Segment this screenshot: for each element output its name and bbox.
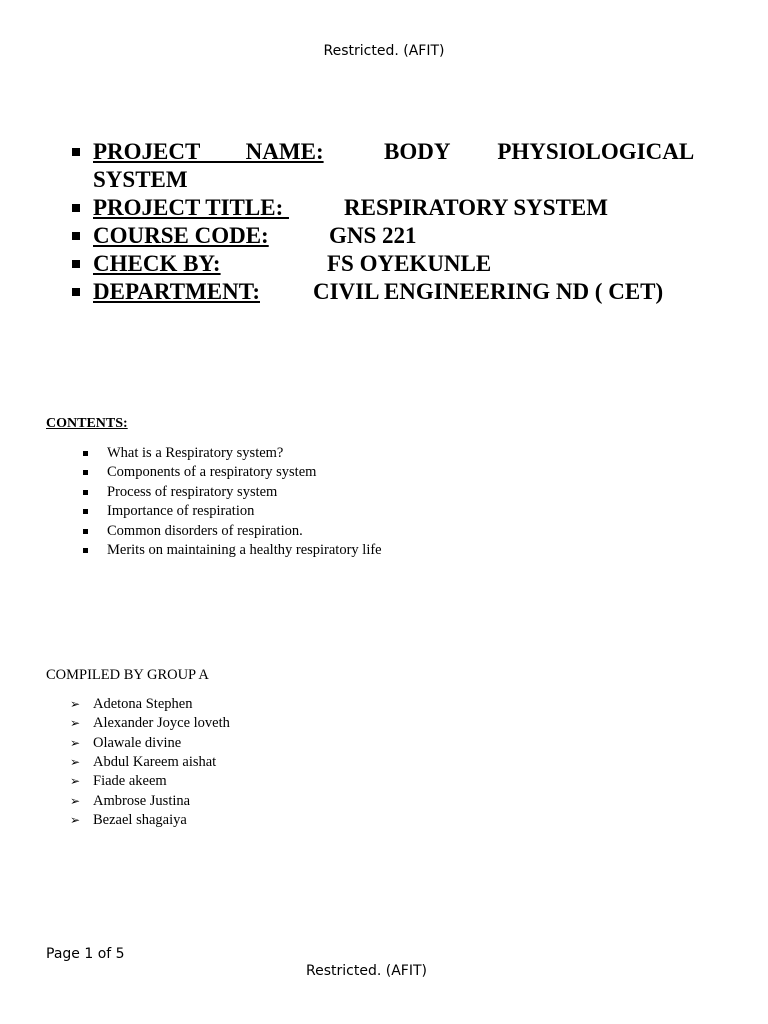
member-name: Bezael shagaiya [93, 811, 187, 828]
check-by-label: CHECK BY: [93, 251, 221, 276]
project-name-value-cont: SYSTEM [93, 167, 188, 192]
page-number: Page 1 of 5 [46, 946, 125, 962]
footer-restricted: Restricted. (AFIT) [306, 963, 427, 979]
contents-heading: CONTENTS: [46, 416, 128, 431]
square-bullet-icon [83, 451, 88, 456]
square-bullet-icon [83, 490, 88, 495]
arrowhead-bullet-icon: ➢ [70, 793, 81, 808]
course-code-label: COURSE CODE: [93, 223, 269, 248]
member-name: Ambrose Justina [93, 792, 191, 809]
compiled-by-heading: COMPILED BY GROUP A [46, 667, 209, 683]
contents-item-text: Importance of respiration [107, 503, 255, 520]
project-name-label: PROJECT NAME: [93, 139, 324, 164]
square-bullet-icon [83, 548, 88, 553]
member-name: Adetona Stephen [93, 696, 193, 712]
arrowhead-bullet-icon: ➢ [70, 812, 81, 827]
square-bullet-icon [72, 288, 80, 296]
member-name: Alexander Joyce loveth [93, 715, 230, 732]
square-bullet-icon [83, 509, 88, 514]
course-code-value: GNS 221 [329, 223, 417, 248]
square-bullet-icon [72, 232, 80, 240]
member-name: Abdul Kareem aishat [93, 753, 217, 770]
contents-item-text: Common disorders of respiration. [107, 522, 303, 539]
department-value: CIVIL ENGINEERING ND ( CET) [313, 279, 664, 304]
arrowhead-bullet-icon: ➢ [70, 716, 81, 731]
contents-item-text: Process of respiratory system [107, 483, 278, 500]
square-bullet-icon [72, 260, 80, 268]
arrowhead-bullet-icon: ➢ [70, 735, 81, 750]
contents-item-text: Merits on maintaining a healthy respiratory life [107, 542, 382, 558]
check-by-value: FS OYEKUNLE [327, 251, 492, 276]
project-name-value: BODY PHYSIOLOGICAL [384, 139, 695, 164]
contents-item-text: What is a Respiratory system? [107, 445, 284, 461]
project-title-label: PROJECT TITLE: [93, 195, 289, 220]
department-label: DEPARTMENT: [93, 279, 260, 304]
square-bullet-icon [83, 470, 88, 475]
arrowhead-bullet-icon: ➢ [70, 754, 81, 769]
square-bullet-icon [72, 148, 80, 156]
member-name: Olawale divine [93, 734, 182, 751]
project-title-value: RESPIRATORY SYSTEM [344, 195, 608, 220]
arrowhead-bullet-icon: ➢ [70, 697, 81, 711]
contents-item-text: Components of a respiratory system [107, 464, 317, 481]
arrowhead-bullet-icon: ➢ [70, 774, 81, 789]
header-restricted: Restricted. (AFIT) [323, 43, 445, 59]
square-bullet-icon [83, 529, 88, 534]
square-bullet-icon [72, 204, 80, 212]
member-name: Fiade akeem [93, 773, 167, 790]
